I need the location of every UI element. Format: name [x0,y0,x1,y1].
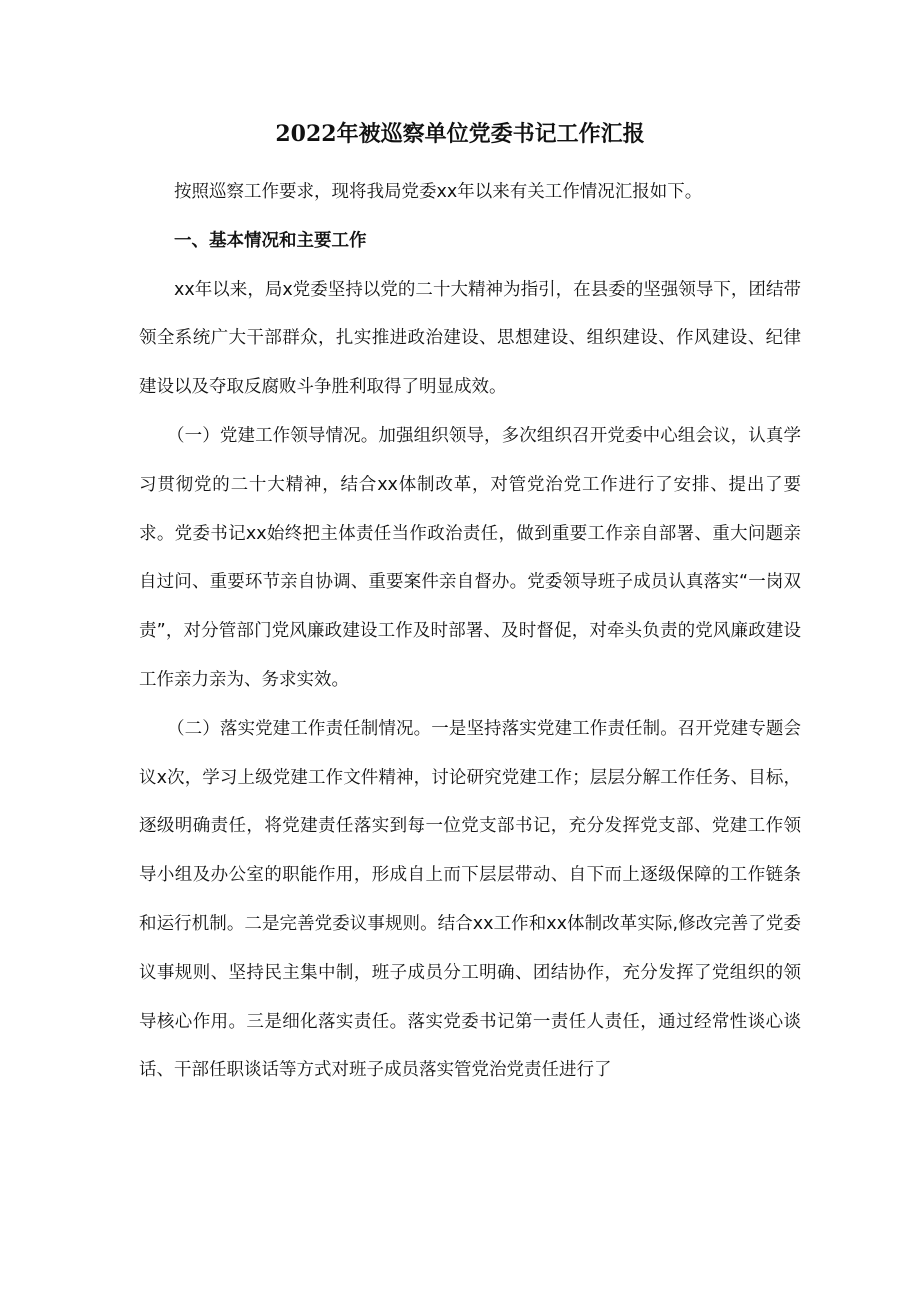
subsection-1-paragraph: （一）党建工作领导情况。加强组织领导，多次组织召开党委中心组会议，认真学习贯彻党的二十大精神，结合xx体制改革，对管党治党工作进行了安排、提出了要求。党委书记xx始终把主体责任当作政治责任，做到重要工作亲自部署、重大问题亲自过问、重要环节亲自协调、重要案件亲自督办。党委领导班子成员认真落实“一岗双责”，对分管部门党风廉政建设工作及时部署、及时督促，对牵头负责的党风廉政建设工作亲力亲为、务求实效。 [139,425,801,690]
overview-paragraph: xx年以来，局x党委坚持以党的二十大精神为指引，在县委的坚强领导下，团结带领全系统广大干部群众，扎实推进政治建设、思想建设、组织建设、作风建设、纪律建设以及夺取反腐败斗争胜利取得了明显成效。 [139,279,801,398]
subsection-2-paragraph: （二）落实党建工作责任制情况。一是坚持落实党建工作责任制。召开党建专题会议x次，学习上级党建工作文件精神，讨论研究党建工作；层层分解工作任务、目标，逐级明确责任，将党建责任落实到每一位党支部书记，充分发挥党支部、党建工作领导小组及办公室的职能作用，形成自上而下层层带动、自下而上逐级保障的工作链条和运行机制。二是完善党委议事规则。结合xx工作和xx体制改革实际,修改完善了党委议事规则、坚持民主集中制，班子成员分工明确、团结协作，充分发挥了党组织的领导核心作用。三是细化落实责任。落实党委书记第一责任人责任，通过经常性谈心谈话、干部任职谈话等方式对班子成员落实管党治党责任进行了 [139,718,801,1081]
document-title: 2022年被巡察单位党委书记工作汇报 [275,121,645,147]
intro-paragraph: 按照巡察工作要求，现将我局党委xx年以来有关工作情况汇报如下。 [174,182,703,202]
section-heading: 一、基本情况和主要工作 [174,230,367,251]
document-body [139,168,801,1095]
